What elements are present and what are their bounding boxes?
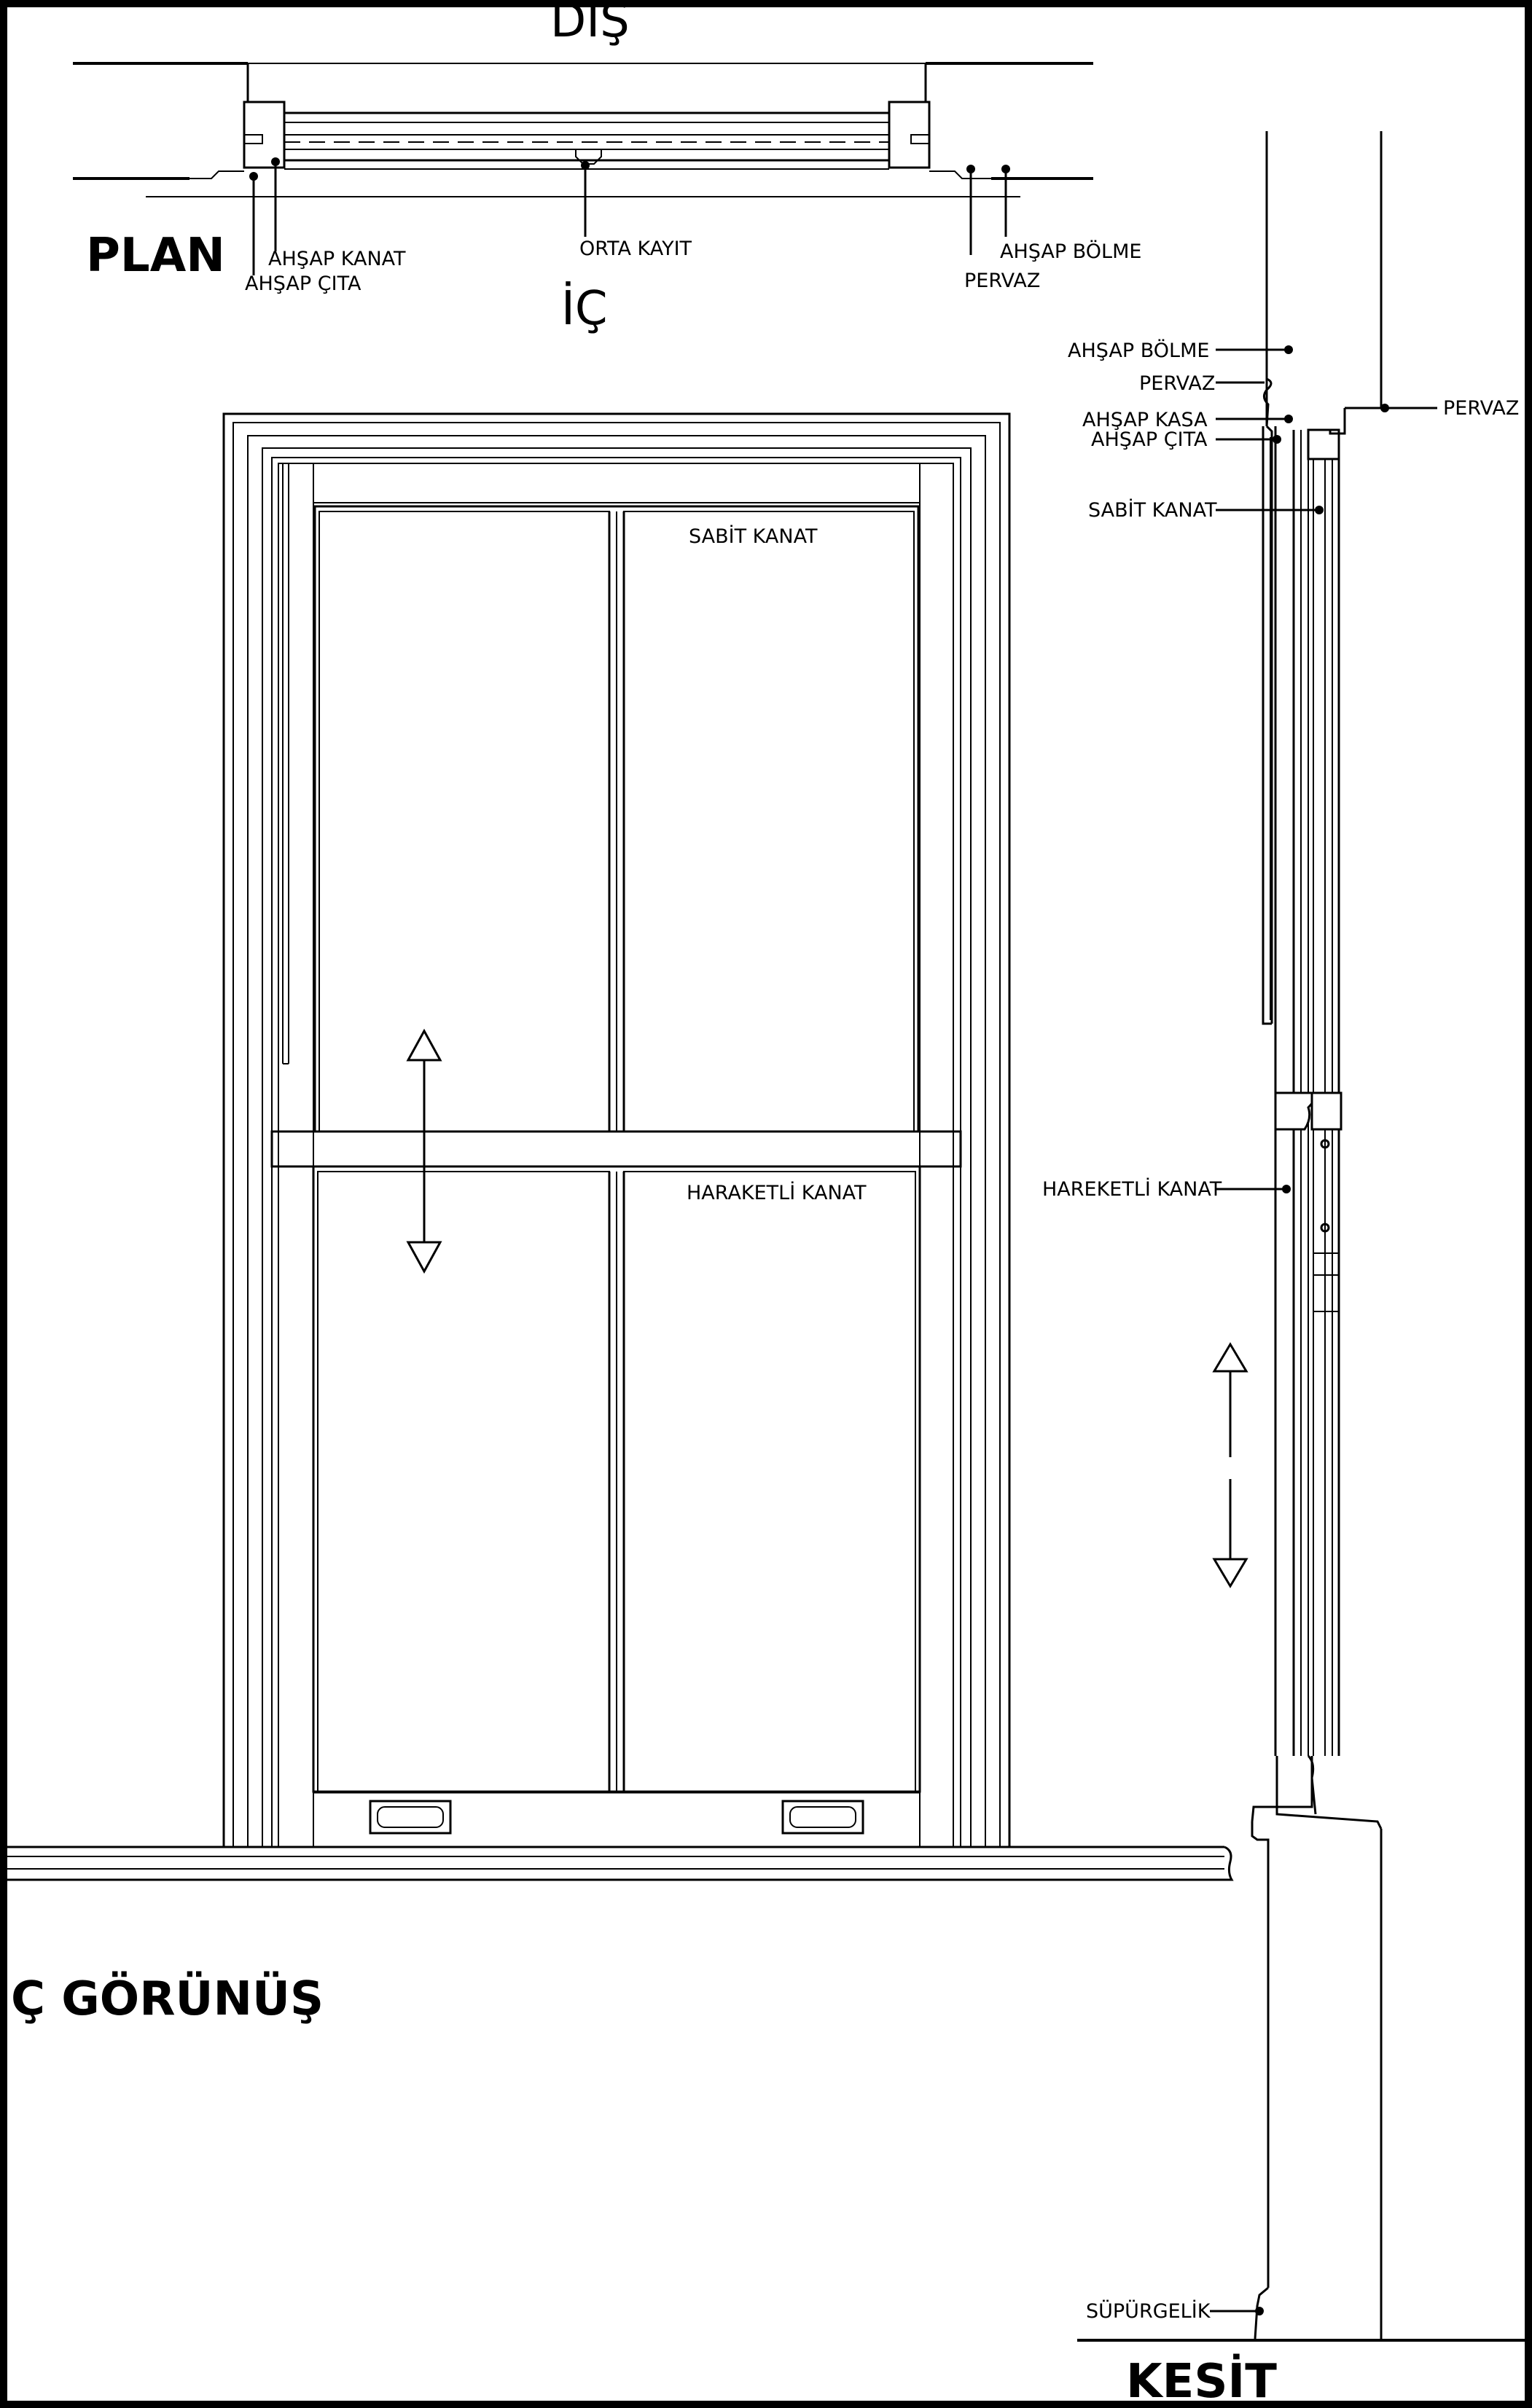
section-callout-ahsap-bolme: AHŞAP BÖLME <box>1068 340 1210 362</box>
section-callout-pervaz-left: PERVAZ <box>1139 372 1216 395</box>
plan-label-dis: DIŞ <box>550 0 630 48</box>
section-up-arrow-icon <box>1214 1344 1246 1371</box>
section-callout-pervaz-right: PERVAZ <box>1443 397 1520 420</box>
section-arrows <box>1214 1344 1246 1586</box>
section-callout-hareketli-kanat: HAREKETLİ KANAT <box>1042 1178 1222 1201</box>
plan-callout-orta-kayit: ORTA KAYIT <box>579 238 692 260</box>
section-leaders <box>1210 350 1437 2311</box>
lower-sash <box>313 1166 920 1792</box>
sash-lifts <box>370 1801 863 1833</box>
elevation-arrows <box>408 1031 440 1271</box>
plan-callout-ahsap-bolme: AHŞAP BÖLME <box>1000 240 1142 263</box>
section-title: KESİT <box>1126 2355 1277 2408</box>
elevation-staff-bead <box>283 463 289 1064</box>
elevation-label-haraketli-kanat: HARAKETLİ KANAT <box>687 1182 867 1204</box>
section-callout-supurgelik: SÜPÜRGELİK <box>1086 2300 1211 2323</box>
up-arrow-icon <box>408 1031 440 1060</box>
plan-drawing <box>73 63 1093 197</box>
section-down-arrow-icon <box>1214 1559 1246 1586</box>
plan-callout-pervaz: PERVAZ <box>964 270 1041 292</box>
section-callout-sabit-kanat: SABİT KANAT <box>1088 499 1217 522</box>
section-drawing <box>1077 131 1525 2340</box>
sill-board <box>7 1847 1232 1880</box>
section-callout-ahsap-kasa: AHŞAP KASA <box>1082 409 1208 431</box>
upper-sash <box>315 506 918 1132</box>
meeting-rail <box>272 1132 961 1166</box>
section-callout-ahsap-cita: AHŞAP ÇITA <box>1091 428 1208 451</box>
plan-callout-ahsap-kanat: AHŞAP KANAT <box>268 248 406 270</box>
down-arrow-icon <box>408 1242 440 1271</box>
plan-callout-ahsap-cita: AHŞAP ÇITA <box>245 272 361 295</box>
elevation-label-sabit-kanat: SABİT KANAT <box>689 525 818 548</box>
plan-title: PLAN <box>86 229 225 283</box>
plan-label-ic: İÇ <box>561 282 608 336</box>
elevation-title: Ç GÖRÜNÜŞ <box>11 1972 324 2026</box>
